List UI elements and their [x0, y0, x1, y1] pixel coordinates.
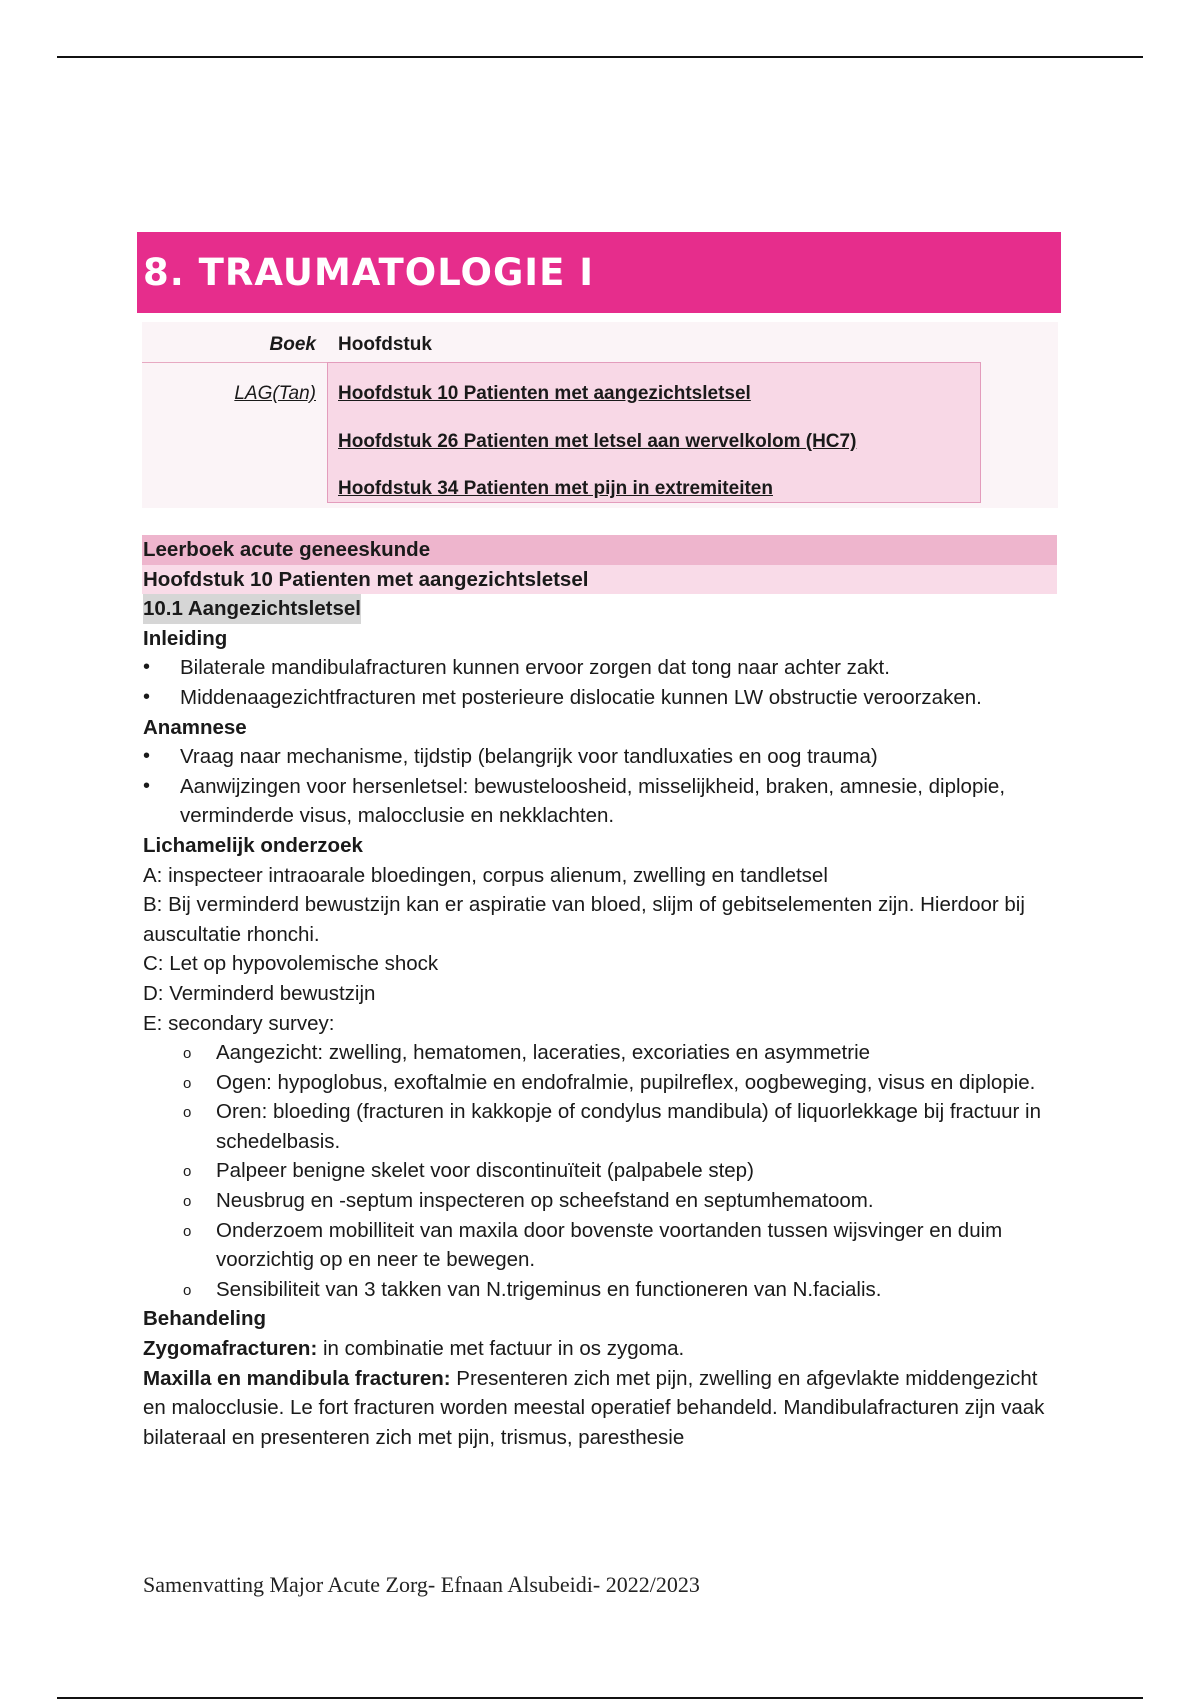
section-heading: 10.1 Aangezichtsletsel — [143, 594, 361, 624]
paragraph: B: Bij verminderd bewustzijn kan er aspiratie van bloed, slijm of gebitselementen zijn. Hierdoor bij auscultatie rhonchi. — [143, 893, 1025, 946]
ref-col-chapter-header: Hoofdstuk — [338, 334, 432, 355]
paragraph: A: inspecteer intraoarale bloedingen, corpus alienum, zwelling en tandletsel — [143, 863, 828, 887]
top-rule — [57, 56, 1143, 58]
list-item: • Bilaterale mandibulafracturen kunnen ervoor zorgen dat tong naar achter zakt. — [143, 653, 1020, 683]
chapter-heading: Hoofdstuk 10 Patienten met aangezichtsletsel — [142, 565, 1057, 595]
anamnese-heading: Anamnese — [143, 715, 247, 739]
list-item: • Middenaagezichtfracturen met posterieure dislocatie kunnen LW obstructie veroorzaken. — [143, 683, 1020, 713]
list-item: o Oren: bloeding (fracturen in kakkopje of condylus mandibula) of liquorlekkage bij fractuur in schedelbasis. — [143, 1097, 1084, 1156]
paragraph: C: Let op hypovolemische shock — [143, 952, 439, 976]
chapter-title: 8. TRAUMATOLOGIE I — [143, 251, 594, 294]
page-footer: Samenvatting Major Acute Zorg- Efnaan Alsubeidi- 2022/2023 — [143, 1572, 700, 1597]
behandeling-heading: Behandeling — [143, 1307, 267, 1331]
bottom-rule — [57, 1697, 1143, 1699]
paragraph — [143, 1364, 1053, 1453]
zygoma-label: Zygomafracturen: — [143, 1337, 318, 1361]
ref-col-book-header: Boek — [269, 334, 316, 355]
inleiding-list — [143, 653, 1073, 712]
ref-chapter-link[interactable]: Hoofdstuk 34 Patienten met pijn in extremiteiten — [338, 478, 773, 499]
maxilla-text: Presenteren zich met pijn, zwelling en afgevlakte middengezicht en malocclusie. Le fort fracturen worden meestal operatief behandeld. Mandibulafracturen zijn vaak bilateraal en presenteren zich met pijn, trismus, paresthesie — [143, 1366, 1045, 1449]
list-item: o Onderzoem mobilliteit van maxila door bovenste voortanden tussen wijsvinger en duim voorzichtig op en neer te bewegen. — [143, 1216, 1084, 1275]
list-item: o Ogen: hypoglobus, exoftalmie en endofralmie, pupilreflex, oogbeweging, visus en diplopie. — [143, 1068, 1084, 1098]
ref-chapter-link[interactable]: Hoofdstuk 10 Patienten met aangezichtsletsel — [338, 383, 751, 404]
ref-book-name: LAG(Tan) — [234, 383, 316, 404]
list-item: o Palpeer benigne skelet voor discontinuïteit (palpabele step) — [143, 1156, 1084, 1186]
maxilla-label: Maxilla en mandibula fracturen: — [143, 1366, 451, 1390]
book-heading: Leerboek acute geneeskunde — [142, 535, 1057, 565]
list-item: • Aanwijzingen voor hersenletsel: bewusteloosheid, misselijkheid, braken, amnesie, diplopie, verminderde visus, malocclusie en nekklachten. — [143, 772, 1020, 831]
ref-divider — [142, 362, 328, 363]
list-item: o Aangezicht: zwelling, hematomen, laceraties, excoriaties en asymmetrie — [143, 1038, 1084, 1068]
secondary-survey-list — [143, 1038, 1073, 1304]
anamnese-list — [143, 742, 1073, 831]
list-item: • Vraag naar mechanisme, tijdstip (belangrijk voor tandluxaties en oog trauma) — [143, 742, 1020, 772]
inleiding-heading: Inleiding — [143, 626, 228, 650]
list-item: o Sensibiliteit van 3 takken van N.trigeminus en functioneren van N.facialis. — [143, 1275, 1084, 1305]
paragraph: E: secondary survey: — [143, 1011, 335, 1035]
paragraph — [143, 1334, 1053, 1364]
document-body — [143, 535, 1073, 1452]
list-item: o Neusbrug en -septum inspecteren op scheefstand en septumhematoom. — [143, 1186, 1084, 1216]
paragraph: D: Verminderd bewustzijn — [143, 981, 376, 1005]
ref-chapter-link[interactable]: Hoofdstuk 26 Patienten met letsel aan wervelkolom (HC7) — [338, 431, 857, 452]
zygoma-text: in combinatie met factuur in os zygoma. — [317, 1337, 685, 1361]
chapter-banner — [137, 232, 1061, 313]
onderzoek-heading: Lichamelijk onderzoek — [143, 833, 363, 857]
